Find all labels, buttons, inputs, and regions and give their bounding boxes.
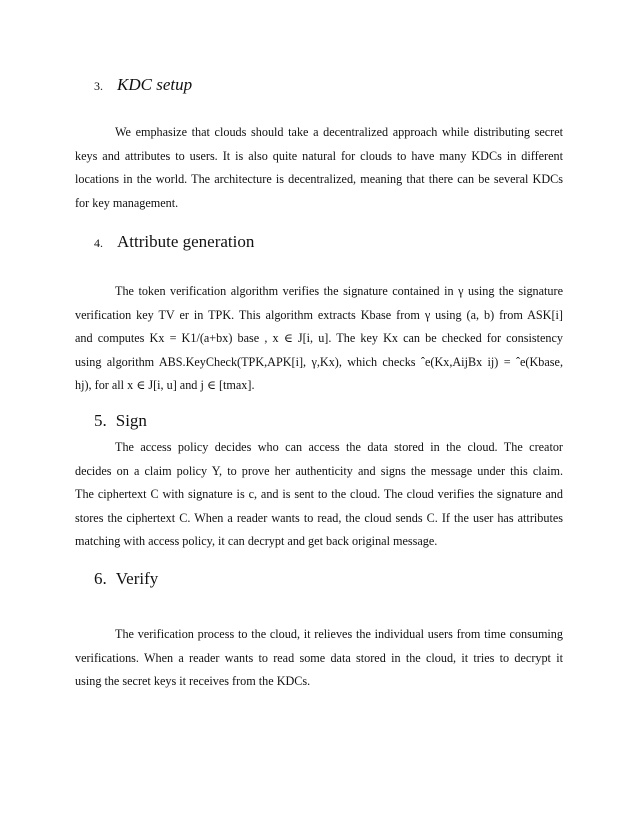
section-6-paragraph xyxy=(75,623,563,694)
paragraph-line: verification key TV er in TPK. This algorithm extracts Kbase from γ using (a, b) from ASK[i] xyxy=(75,307,563,322)
section-4-heading xyxy=(94,232,254,252)
paragraph-line: The access policy decides who can access the data stored in the cloud. The creator xyxy=(115,440,563,454)
paragraph-line: for key management. xyxy=(75,195,179,210)
section-5-paragraph xyxy=(75,436,563,554)
paragraph-line: stores the ciphertext C. When a reader wants to read, the cloud sends C. If the user has attributes xyxy=(75,510,563,525)
section-title: Sign xyxy=(115,411,147,430)
section-3-heading xyxy=(94,75,192,95)
paragraph-line: matching with access policy, it can decrypt and get back original message. xyxy=(75,534,438,548)
paragraph-line: and computes Kx = K1/(a+bx) base , x ∈ J[i, u]. The key Kx can be checked for consistency xyxy=(75,331,563,345)
section-3-paragraph xyxy=(75,121,563,215)
paragraph-line: keys and attributes to users. It is also quite natural for clouds to have many KDCs in different xyxy=(75,148,563,163)
section-title: KDC setup xyxy=(117,75,193,94)
section-4-paragraph xyxy=(75,280,563,398)
section-number: 5. xyxy=(94,411,107,430)
paragraph-line: The token verification algorithm verifies the signature contained in γ using the signature xyxy=(115,284,563,298)
paragraph-line: hj), for all x ∈ J[i, u] and j ∈ [tmax]. xyxy=(75,378,255,392)
section-title: Verify xyxy=(115,569,159,588)
section-title: Attribute generation xyxy=(117,232,255,251)
paragraph-line: decides on a claim policy Y, to prove her authenticity and signs the message under this claim. xyxy=(75,463,563,478)
section-5-heading xyxy=(94,411,147,431)
paragraph-line: The verification process to the cloud, it relieves the individual users from time consuming xyxy=(115,627,563,641)
section-6-heading xyxy=(94,569,158,589)
paragraph-line: using algorithm ABS.KeyCheck(TPK,APK[i], γ,Kx), which checks ˆe(Kx,AijBx ij) = ˆe(Kbase, xyxy=(75,354,563,369)
section-number: 3. xyxy=(94,79,103,93)
paragraph-line: We emphasize that clouds should take a decentralized approach while distributing secret xyxy=(115,125,563,139)
section-number: 4. xyxy=(94,236,103,250)
paragraph-line: The ciphertext C with signature is c, and is sent to the cloud. The cloud verifies the signature and xyxy=(75,487,563,501)
section-number: 6. xyxy=(94,569,107,588)
paragraph-line: verifications. When a reader wants to read some data stored in the cloud, it tries to decrypt it xyxy=(75,650,563,665)
paragraph-line: using the secret keys it receives from the KDCs. xyxy=(75,674,311,688)
paragraph-line: locations in the world. The architecture is decentralized, meaning that there can be several KDCs xyxy=(75,172,563,186)
